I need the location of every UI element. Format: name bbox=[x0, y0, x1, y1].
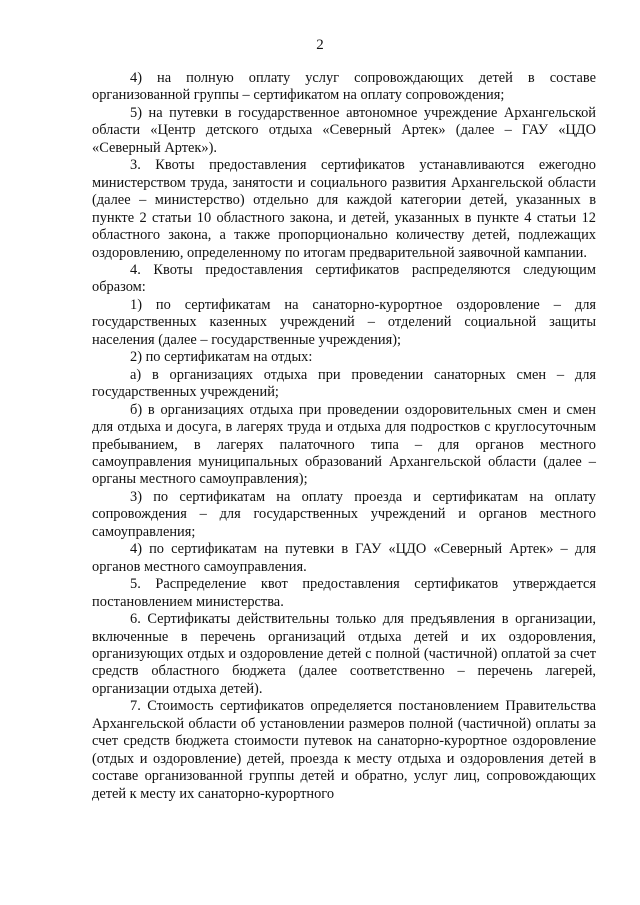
document-body bbox=[92, 70, 596, 803]
paragraph-sub-1-sanatorium: 1) по сертификатам на санаторно-курортное оздоровление – для государственных казенных учреждений – отделений социальной защиты населения (далее – государственные учреждения); bbox=[92, 296, 596, 348]
paragraph-sub-3-travel: 3) по сертификатам на оплату проезда и сертификатам на оплату сопровождения – для государственных учреждений и органов местного самоуправления; bbox=[92, 488, 596, 540]
paragraph-sub-4-artek: 4) по сертификатам на путевки в ГАУ «ЦДО «Северный Артек» – для органов местного самоуправления. bbox=[92, 541, 596, 575]
paragraph-item-5-vouchers-artek: 5) на путевки в государственное автономное учреждение Архангельской области «Центр детского отдыха «Северный Артек» (далее – ГАУ «ЦДО «Северный Артек»). bbox=[92, 104, 596, 156]
paragraph-sub-2-rest: 2) по сертификатам на отдых: bbox=[130, 349, 313, 366]
paragraph-item-4-full-payment: 4) на полную оплату услуг сопровождающих детей в составе организованной группы – сертификатом на оплату сопровождения; bbox=[92, 70, 596, 104]
paragraph-sub-a-sanatorium-shifts: а) в организациях отдыха при проведении санаторных смен – для государственных учреждений; bbox=[92, 366, 596, 401]
paragraph-sub-b-health-shifts: б) в организациях отдыха при проведении оздоровительных смен и смен для отдыха и досуга, в лагерях труда и отдыха для подростков с круглосуточным пребыванием, в лагерях палаточного типа – для органов местного самоуправления муниципальных образований Архангельской области (далее – органы местного самоуправления); bbox=[92, 401, 596, 488]
page-number: 2 bbox=[316, 37, 324, 53]
paragraph-clause-6-validity: 6. Сертификаты действительны только для предъявления в организации, включенные в перечень организаций отдыха детей и их оздоровления, организующих отдых и оздоровление детей с полной (частичной) оплатой за счет средств областного бюджета (далее соответственно – перечень лагерей, организации отдыха детей). bbox=[92, 611, 596, 697]
paragraph-clause-5-approval: 5. Распределение квот предоставления сертификатов утверждается постановлением министерства. bbox=[92, 576, 596, 610]
paragraph-clause-7-cost: 7. Стоимость сертификатов определяется постановлением Правительства Архангельской области об установлении размеров полной (частичной) оплаты за счет средств бюджета стоимости путевок на санаторно-курортное оздоровление (отдых и оздоровление) детей, проезда к месту отдыха и оздоровления детей в составе организованной группы детей и обратно, услуг лиц, сопровождающих детей к месту их санаторно-курортного bbox=[92, 698, 596, 802]
paragraph-clause-3-quotas: 3. Квоты предоставления сертификатов устанавливаются ежегодно министерством труда, занятости и социального развития Архангельской области (далее – министерство) отдельно для каждой категории детей, указанных в пункте 2 статьи 10 областного закона, и детей, указанных в пункте 4 статьи 12 областного закона, а также пропорционально количеству детей, подлежащих оздоровлению, определенному по итогам предварительной заявочной кампании. bbox=[92, 157, 596, 261]
paragraph-clause-4-distribution: 4. Квоты предоставления сертификатов распределяются следующим образом: bbox=[92, 261, 596, 296]
